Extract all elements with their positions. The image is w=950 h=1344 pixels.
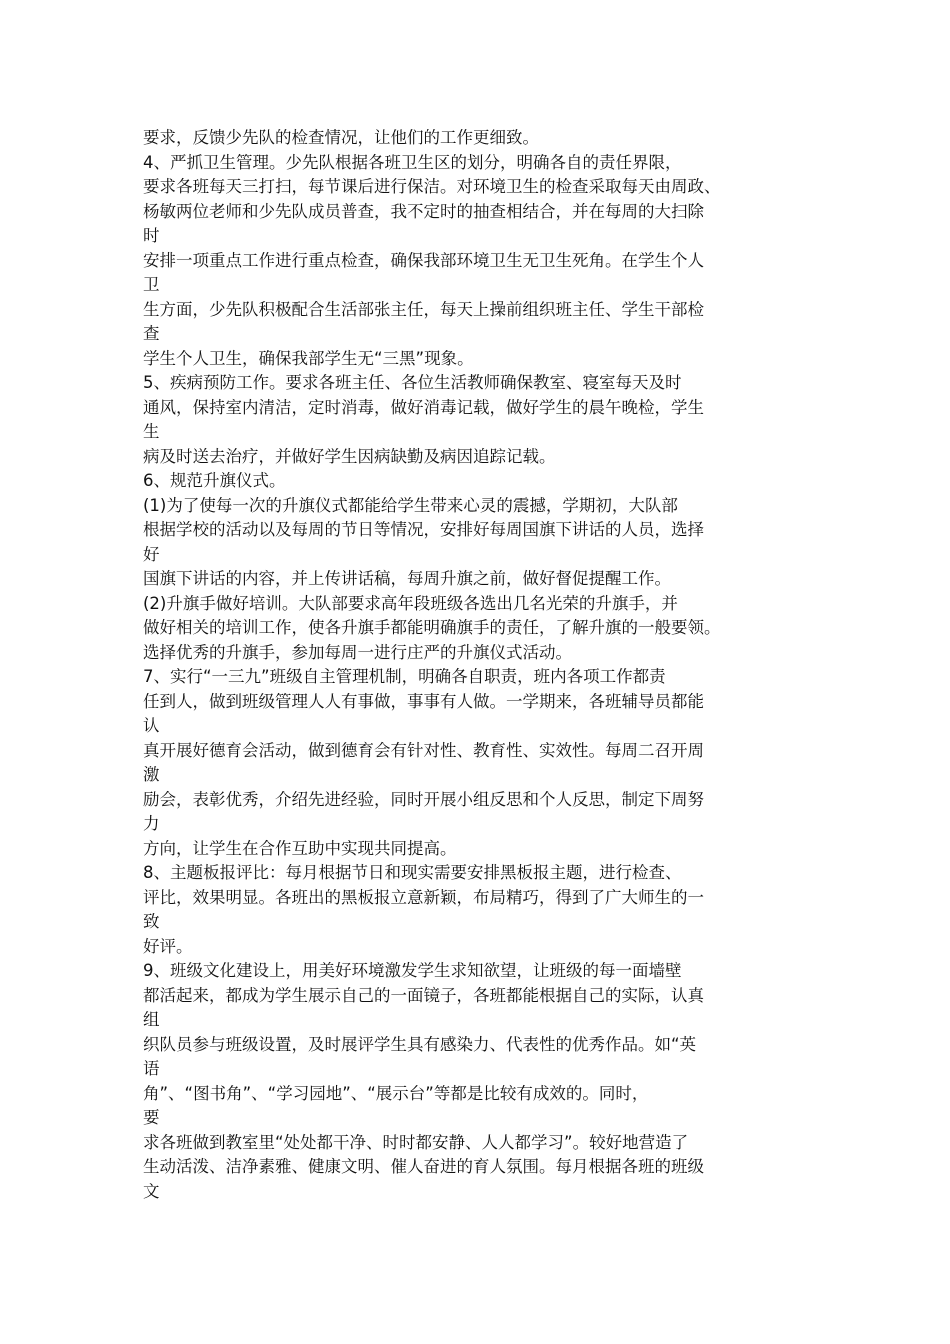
text-line: 生动活泼、洁净素雅、健康文明、催人奋进的育人氛围。每月根据各班的班级 bbox=[143, 1157, 704, 1176]
text-line: 语 bbox=[143, 1059, 160, 1078]
text-line: 生方面，少先队积极配合生活部张主任，每天上操前组织班主任、学生干部检 bbox=[143, 299, 704, 319]
text-line: 9、班级文化建设上，用美好环境激发学生求知欲望，让班级的每一面墙壁 bbox=[143, 961, 682, 980]
text-line: 杨敏两位老师和少先队成员普查，我不定时的抽查相结合，并在每周的大扫除 bbox=[143, 201, 704, 221]
text-line: 根据学校的活动以及每周的节日等情况，安排好每周国旗下讲话的人员，选择 bbox=[143, 520, 704, 539]
text-line: 6、规范升旗仪式。 bbox=[143, 471, 286, 490]
text-line: 方向，让学生在合作互助中实现共同提高。 bbox=[143, 838, 457, 858]
text-line: 生 bbox=[143, 422, 160, 441]
text-line: 评比，效果明显。各班出的黑板报立意新颖，布局精巧，得到了广大师生的一 bbox=[143, 887, 704, 907]
text-line: 好 bbox=[143, 544, 160, 564]
text-line: 致 bbox=[143, 912, 160, 931]
text-line: 通风，保持室内清洁，定时消毒，做好消毒记载，做好学生的晨午晚检，学生 bbox=[143, 397, 704, 417]
text-line: 8、主题板报评比：每月根据节日和现实需要安排黑板报主题，进行检查、 bbox=[143, 863, 682, 882]
text-line: 查 bbox=[143, 324, 160, 343]
text-line: 都活起来，都成为学生展示自己的一面镜子，各班都能根据自己的实际，认真 bbox=[143, 985, 704, 1005]
text-line: (2)升旗手做好培训。大队部要求高年段班级各选出几名光荣的升旗手，并 bbox=[143, 593, 678, 613]
text-line: 组 bbox=[143, 1010, 160, 1029]
text-line: 要求，反馈少先队的检查情况，让他们的工作更细致。 bbox=[143, 128, 539, 147]
text-line: (1)为了使每一次的升旗仪式都能给学生带来心灵的震撼，学期初，大队部 bbox=[143, 495, 678, 515]
text-line: 卫 bbox=[143, 275, 160, 294]
text-line: 力 bbox=[143, 814, 160, 833]
text-line: 织队员参与班级设置，及时展评学生具有感染力、代表性的优秀作品。如“英 bbox=[143, 1034, 697, 1054]
text-line: 励会，表彰优秀，介绍先进经验，同时开展小组反思和个人反思，制定下周努 bbox=[143, 789, 704, 809]
text-line: 时 bbox=[143, 226, 160, 245]
document-body bbox=[143, 126, 823, 1204]
text-line: 5、疾病预防工作。要求各班主任、各位生活教师确保教室、寝室每天及时 bbox=[143, 373, 682, 392]
text-line: 文 bbox=[143, 1181, 160, 1201]
text-line: 角”、“图书角”、“学习园地”、“展示台”等都是比较有成效的。同时， bbox=[143, 1083, 649, 1103]
text-line: 4、严抓卫生管理。少先队根据各班卫生区的划分，明确各自的责任界限， bbox=[143, 152, 682, 172]
text-line: 安排一项重点工作进行重点检查，确保我部环境卫生无卫生死角。在学生个人 bbox=[143, 250, 704, 270]
text-line: 选择优秀的升旗手，参加每周一进行庄严的升旗仪式活动。 bbox=[143, 642, 572, 662]
text-line: 好评。 bbox=[143, 936, 193, 956]
text-line: 国旗下讲话的内容，并上传讲话稿，每周升旗之前，做好督促提醒工作。 bbox=[143, 569, 671, 588]
text-line: 要 bbox=[143, 1108, 160, 1127]
text-line: 7、实行“一三九”班级自主管理机制，明确各自职责，班内各项工作都责 bbox=[143, 667, 666, 686]
text-line: 求各班做到教室里“处处都干净、时时都安静、人人都学习”。较好地营造了 bbox=[143, 1132, 689, 1152]
text-line: 病及时送去治疗，并做好学生因病缺勤及病因追踪记载。 bbox=[143, 446, 556, 466]
text-line: 做好相关的培训工作，使各升旗手都能明确旗手的责任，了解升旗的一般要领。 bbox=[143, 618, 721, 637]
text-line: 任到人，做到班级管理人人有事做，事事有人做。一学期来，各班辅导员都能 bbox=[143, 691, 704, 711]
text-line: 学生个人卫生，确保我部学生无“三黑”现象。 bbox=[143, 348, 474, 368]
text-line: 认 bbox=[143, 716, 160, 735]
text-line: 激 bbox=[143, 765, 160, 784]
text-line: 要求各班每天三打扫，每节课后进行保洁。对环境卫生的检查采取每天由周政、 bbox=[143, 177, 721, 196]
text-line: 真开展好德育会活动，做到德育会有针对性、教育性、实效性。每周二召开周 bbox=[143, 740, 704, 760]
